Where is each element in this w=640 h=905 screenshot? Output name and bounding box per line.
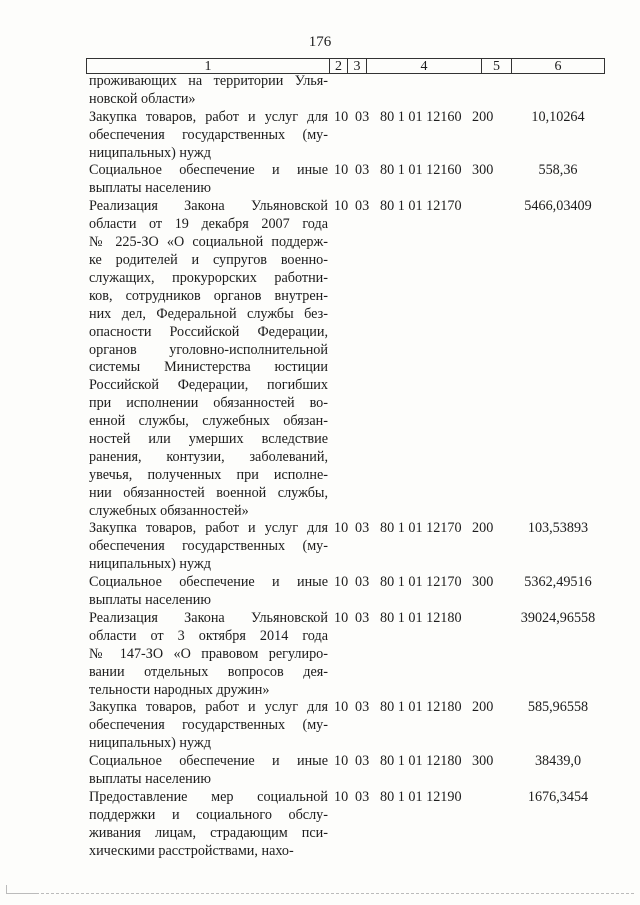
column-header-4: 4 <box>367 59 482 74</box>
section-code: 10 <box>334 788 349 805</box>
page-number: 176 <box>308 34 332 50</box>
table-row <box>0 162 640 198</box>
description-line: ниципальных) нужд <box>89 144 211 161</box>
description-line: проживающих на территории Улья- <box>89 73 328 89</box>
description-line: ностей или умерших вследствие <box>89 431 328 448</box>
column-header-2: 2 <box>330 59 348 74</box>
description-line: ниципальных) нужд <box>89 556 211 573</box>
description-line: ке родителей и супругов военно- <box>89 252 328 268</box>
subsection-code: 03 <box>355 574 370 591</box>
subsection-code: 03 <box>355 753 370 770</box>
page-bottom-edge <box>6 893 634 894</box>
description-line: енной службы, служебных обязан- <box>89 413 328 430</box>
description-line: области от 3 октября 2014 года <box>89 627 328 644</box>
description-line: ранения, контузии, заболеваний, <box>89 448 328 465</box>
description-line: Реализация Закона Ульяновской <box>89 198 328 215</box>
description-line: выплаты населению <box>89 180 211 197</box>
description-line: вании отдельных вопросов дея- <box>89 663 328 680</box>
row-description <box>89 610 328 700</box>
table-row <box>0 699 640 753</box>
expense-type-code: 300 <box>472 753 494 770</box>
description-line: них дел, Федеральной службы без- <box>89 305 328 322</box>
amount: 38439,0 <box>534 753 582 770</box>
column-header-6: 6 <box>512 59 605 74</box>
description-line: № 147-ЗО «О правовом регулиро- <box>89 645 328 662</box>
section-code: 10 <box>334 753 349 770</box>
section-code: 10 <box>334 198 349 215</box>
column-header-table <box>86 58 605 74</box>
description-line: хическими расстройствами, нахо- <box>89 842 294 859</box>
budget-table-body <box>0 73 640 861</box>
amount: 5362,49516 <box>524 574 592 591</box>
target-article-code: 80 1 01 12170 <box>380 574 462 591</box>
expense-type-code: 300 <box>472 162 494 179</box>
target-article-code: 80 1 01 12160 <box>380 162 462 179</box>
row-description <box>89 73 328 109</box>
row-description <box>89 520 328 574</box>
column-header-1: 1 <box>87 59 330 74</box>
description-line: Социальное обеспечение и иные <box>89 574 328 591</box>
description-line: системы Министерства юстиции <box>89 359 328 376</box>
table-row <box>0 789 640 861</box>
expense-type-code: 300 <box>472 574 494 591</box>
description-line: Закупка товаров, работ и услуг для <box>89 699 328 716</box>
row-description <box>89 789 328 861</box>
description-line: № 225-ЗО «О социальной поддерж- <box>89 234 328 251</box>
row-description <box>89 699 328 753</box>
description-line: Социальное обеспечение и иные <box>89 753 328 770</box>
description-line: новской области» <box>89 90 196 107</box>
row-description <box>89 753 328 789</box>
target-article-code: 80 1 01 12180 <box>380 609 462 626</box>
amount: 558,36 <box>538 162 578 179</box>
table-row <box>0 198 640 520</box>
subsection-code: 03 <box>355 609 370 626</box>
description-line: Реализация Закона Ульяновской <box>89 609 328 626</box>
description-line: органов уголовно-исполнительной <box>89 341 328 358</box>
subsection-code: 03 <box>355 699 370 716</box>
subsection-code: 03 <box>355 108 370 125</box>
amount: 103,53893 <box>527 520 589 537</box>
description-line: Закупка товаров, работ и услуг для <box>89 520 328 537</box>
description-line: увечья, полученных при исполне- <box>89 466 328 483</box>
row-description <box>89 109 328 163</box>
amount: 5466,03409 <box>524 198 592 215</box>
description-line: поддержки и социального обслу- <box>89 806 328 823</box>
section-code: 10 <box>334 574 349 591</box>
target-article-code: 80 1 01 12170 <box>380 520 462 537</box>
description-line: живания лицам, страдающим пси- <box>89 824 328 841</box>
description-line: обеспечения государственных (му- <box>89 126 328 143</box>
expense-type-code: 200 <box>472 108 494 125</box>
subsection-code: 03 <box>355 520 370 537</box>
section-code: 10 <box>334 520 349 537</box>
row-description <box>89 198 328 520</box>
description-line: Социальное обеспечение и иные <box>89 162 328 179</box>
description-line: области от 19 декабря 2007 года <box>89 216 328 233</box>
column-header-5: 5 <box>482 59 512 74</box>
description-line: служащих, прокурорских работни- <box>89 269 328 286</box>
table-row <box>0 574 640 610</box>
description-line: нии обязанностей военной службы, <box>89 484 328 501</box>
description-line: выплаты населению <box>89 592 211 609</box>
target-article-code: 80 1 01 12170 <box>380 198 462 215</box>
description-line: при исполнении обязанностей во- <box>89 395 328 412</box>
section-code: 10 <box>334 162 349 179</box>
row-description <box>89 574 328 610</box>
expense-type-code: 200 <box>472 520 494 537</box>
subsection-code: 03 <box>355 198 370 215</box>
amount: 10,10264 <box>531 108 585 125</box>
section-code: 10 <box>334 699 349 716</box>
table-row <box>0 73 640 109</box>
description-line: опасности Российской Федерации, <box>89 323 328 340</box>
description-line: Российской Федерации, погибших <box>89 377 328 394</box>
table-row <box>0 610 640 700</box>
target-article-code: 80 1 01 12180 <box>380 753 462 770</box>
description-line: ков, сотрудников органов внутрен- <box>89 287 328 304</box>
column-header-row <box>87 59 605 74</box>
description-line: обеспечения государственных (му- <box>89 717 328 734</box>
target-article-code: 80 1 01 12180 <box>380 699 462 716</box>
description-line: обеспечения государственных (му- <box>89 538 328 555</box>
description-line: ниципальных) нужд <box>89 735 211 752</box>
amount: 39024,96558 <box>520 609 596 626</box>
subsection-code: 03 <box>355 788 370 805</box>
description-line: выплаты населению <box>89 771 211 788</box>
table-row <box>0 520 640 574</box>
table-row <box>0 109 640 163</box>
table-row <box>0 753 640 789</box>
subsection-code: 03 <box>355 162 370 179</box>
section-code: 10 <box>334 108 349 125</box>
amount: 1676,3454 <box>527 788 589 805</box>
row-description <box>89 162 328 198</box>
description-line: Закупка товаров, работ и услуг для <box>89 108 328 125</box>
section-code: 10 <box>334 609 349 626</box>
target-article-code: 80 1 01 12160 <box>380 108 462 125</box>
amount: 585,96558 <box>527 699 589 716</box>
target-article-code: 80 1 01 12190 <box>380 788 462 805</box>
expense-type-code: 200 <box>472 699 494 716</box>
description-line: служебных обязанностей» <box>89 502 249 519</box>
column-header-3: 3 <box>348 59 367 74</box>
description-line: Предоставление мер социальной <box>89 788 328 805</box>
description-line: тельности народных дружин» <box>89 681 270 698</box>
